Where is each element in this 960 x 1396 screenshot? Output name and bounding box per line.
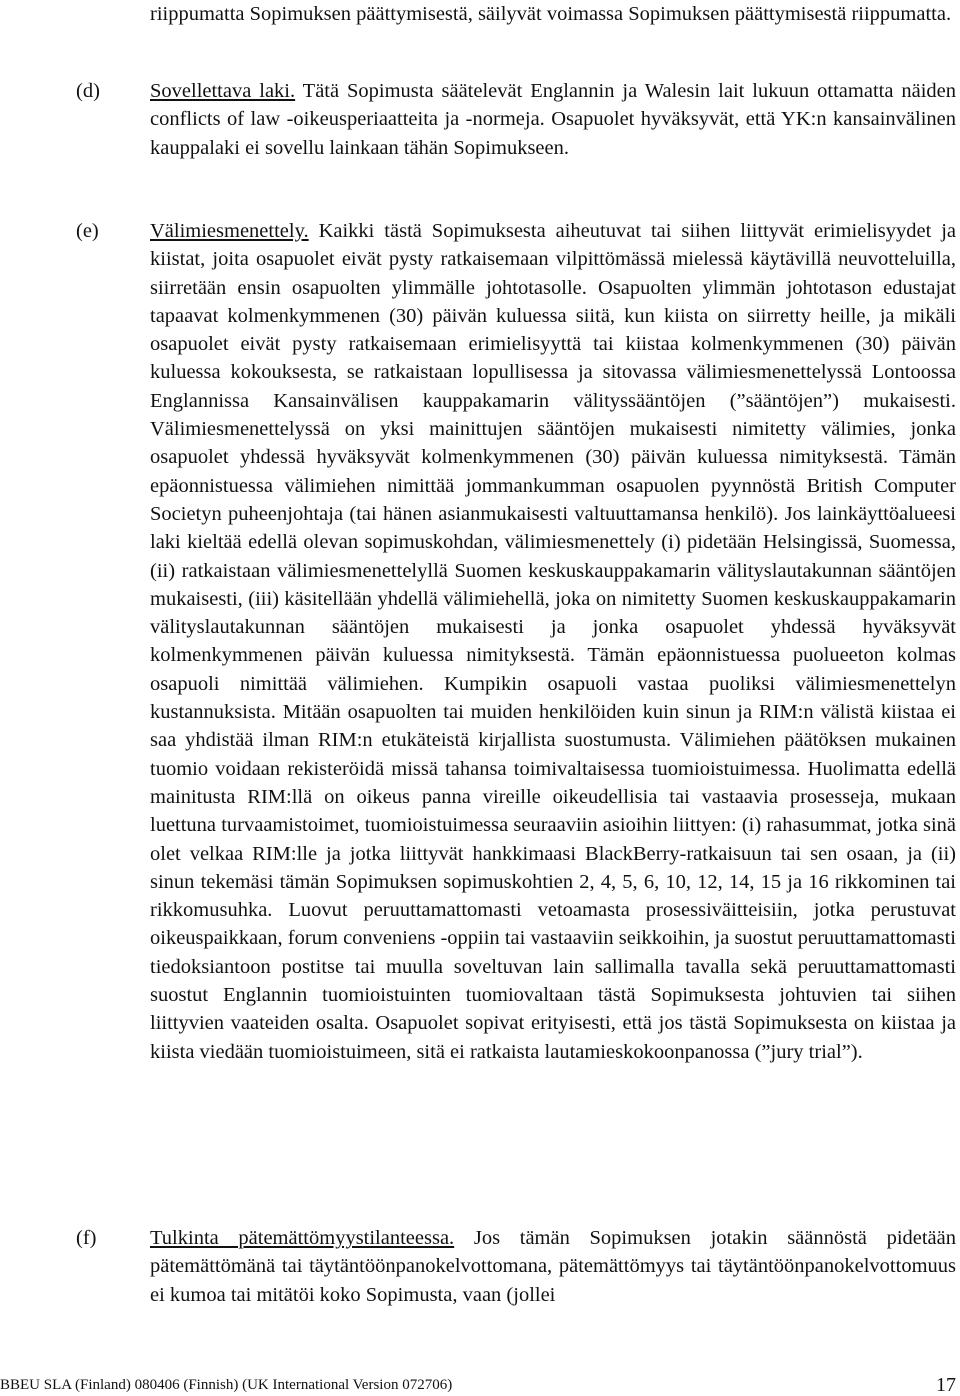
clause-body bbox=[150, 1224, 956, 1309]
page-number: 17 bbox=[936, 1374, 956, 1396]
clause-title: Sovellettava laki. bbox=[150, 80, 296, 102]
clause-text: Tätä Sopimusta säätelevät Englannin ja Walesin lait lukuun ottamatta näiden conflicts of law -oikeusperiaatteita ja -normeja. Osapuolet hyväksyvät, että YK:n kansainvälinen kauppalaki ei sovellu lainkaan tähän Sopimukseen. bbox=[150, 80, 956, 159]
clause-title: Välimiesmenettely. bbox=[150, 220, 309, 242]
clause-label: (d) bbox=[76, 80, 100, 102]
clause-text: Jos tämän Sopimuksen jotakin säännöstä pidetään pätemättömänä tai täytäntöönpanokelvottomana, pätemättömyys tai täytäntöönpanokelvottomuus ei kumoa tai mitätöi koko Sopimusta, vaan (jollei bbox=[150, 1227, 957, 1306]
footer-document-id: BBEU SLA (Finland) 080406 (Finnish) (UK International Version 072706) bbox=[0, 1377, 453, 1393]
clause-body bbox=[150, 77, 956, 162]
clause-body bbox=[150, 217, 956, 1066]
clause-label: (e) bbox=[76, 220, 99, 242]
continuation-paragraph: riippumatta Sopimuksen päättymisestä, säilyvät voimassa Sopimuksen päättymisestä riippumatta. bbox=[150, 3, 952, 25]
clause-title: Tulkinta pätemättömyystilanteessa. bbox=[150, 1227, 455, 1249]
clause-label: (f) bbox=[76, 1227, 97, 1249]
clause-text: Kaikki tästä Sopimuksesta aiheutuvat tai siihen liittyvät erimielisyydet ja kiistat, joita osapuolet eivät pysty ratkaisemaan vilpittömässä mielessä käytävillä neuvotteluilla, siirretään ensin osapuolten ylimmälle johtotasolle. Osapuolten ylimmän johtotason edustajat tapaavat kolmenkymmenen (30) päivän kuluessa siitä, kun kiista on siirretty heille, ja mikäli osapuolet eivät pysty ratkaisemaan erimielisyyttä tai kiistaa kolmenkymmenen (30) päivän kuluessa kokouksesta, se ratkaistaan lopullisessa ja sitovassa välimiesmenettelyssä Lontoossa Englannissa Kansainvälisen kauppakamarin välityssääntöjen (”sääntöjen”) mukaisesti. Välimiesmenettelyssä on yksi mainittujen sääntöjen mukaisesti nimitetty välimies, jonka osapuolet yhdessä hyväksyvät kolmenkymmenen (30) päivän kuluessa nimityksestä. Tämän epäonnistuessa välimiehen nimittää jommankumman osapuolen pyynnöstä British Computer Societyn puheenjohtaja (tai hänen asianmukaisesti valtuuttamansa henkilö). Jos lainkäyttöalueesi laki kieltää edellä olevan sopimuskohdan, välimiesmenettely (i) pidetään Helsingissä, Suomessa, (ii) ratkaistaan välimiesmenettelyllä Suomen keskuskauppakamarin välityslautakunnan sääntöjen mukaisesti, (iii) käsitellään yhdellä välimiehellä, joka on nimitetty Suomen keskuskauppakamarin välityslautakunnan sääntöjen mukaisesti ja jonka osapuolet yhdessä hyväksyvät kolmenkymmenen päivän kuluessa nimityksestä. Tämän epäonnistuessa puolueeton kolmas osapuoli nimittää välimiehen. Kumpikin osapuoli vastaa puoliksi välimiesmenettelyn kustannuksista. Mitään osapuolten tai muiden henkilöiden kuin sinun ja RIM:n välistä kiistaa ei saa yhdistää ilman RIM:n etukäteistä kirjallista suostumusta. Välimiehen päätöksen mukainen tuomio voidaan rekisteröidä missä tahansa toimivaltaisessa tuomioistuimessa. Huolimatta edellä mainitusta RIM:llä on oikeus panna vireille oikeudellisia tai vastaavia prosesseja, mukaan luettuna turvaamistoimet, tuomioistuimessa seuraaviin asioihin liittyen: (i) rahasummat, jotka sinä olet velkaa RIM:lle ja jotka liittyvät hankkimaasi BlackBerry-ratkaisuun tai sen osaan, ja (ii) sinun tekemäsi tämän Sopimuksen sopimuskohtien 2, 4, 5, 6, 10, 12, 14, 15 ja 16 rikkominen tai rikkomusuhka. Luovut peruuttamattomasti vetoamasta prosessiväitteisiin, jotka perustuvat oikeuspaikkaan, forum conveniens -oppiin tai vastaaviin seikkoihin, ja suostut peruuttamattomasti tiedoksiantoon postitse tai muulla soveltuvan lain sallimalla tavalla sekä peruuttamattomasti suostut Englannin tuomioistuinten tuomiovaltaan tästä Sopimuksesta johtuvien tai siihen liittyvien vaateiden osalta. Osapuolet sopivat erityisesti, että jos tästä Sopimuksesta on kiistaa ja kiista viedään tuomioistuimeen, sitä ei ratkaista lautamieskokoonpanossa (”jury trial”). bbox=[150, 220, 956, 1063]
